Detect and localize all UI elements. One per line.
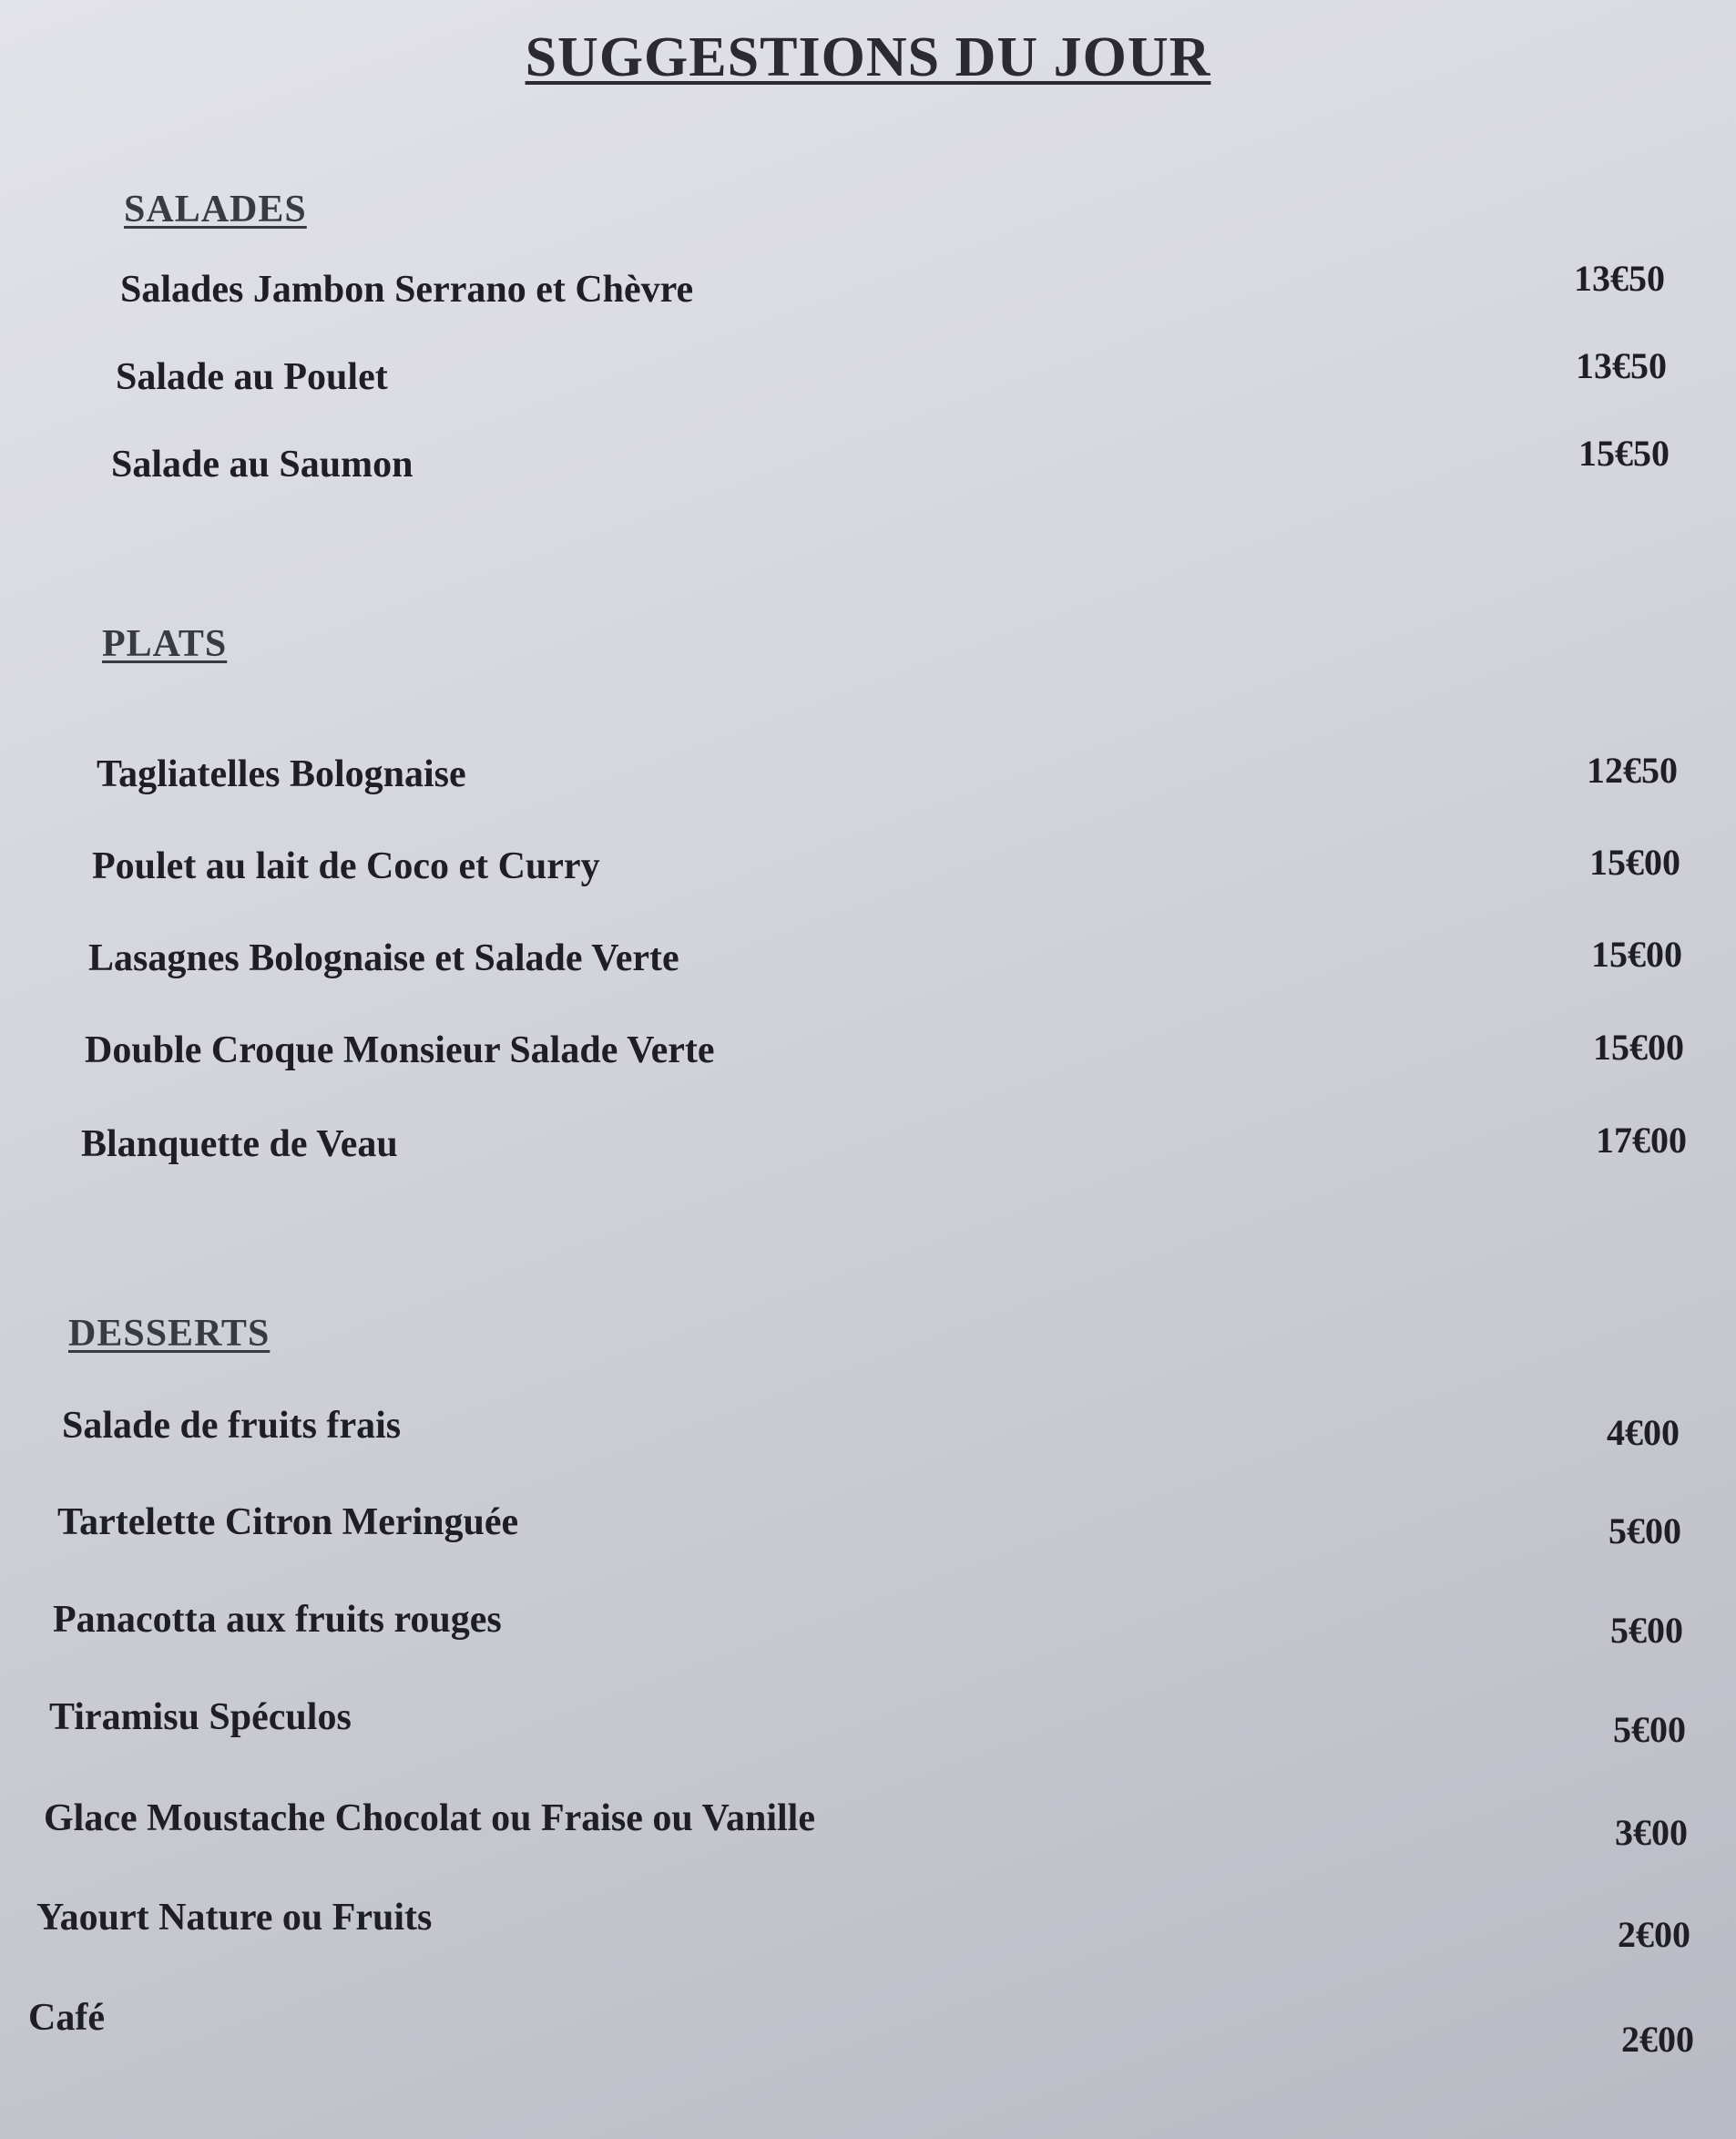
menu-item [0, 936, 1736, 991]
menu-item-price: 15€50 [1578, 433, 1670, 474]
menu-item [0, 1896, 1736, 1955]
menu-item [0, 1404, 1736, 1458]
menu-item-name: Panacotta aux fruits rouges [53, 1599, 502, 1641]
menu-item-price: 5€00 [1610, 1610, 1683, 1651]
menu-item-name: Tiramisu Spéculos [49, 1696, 352, 1738]
menu-item [0, 1500, 1736, 1555]
menu-item [0, 752, 1736, 807]
menu-item-price: 4€00 [1607, 1412, 1680, 1453]
menu-item-name: Salade au Saumon [111, 444, 414, 486]
menu-item [0, 1996, 1736, 2060]
menu-item-name: Salade au Poulet [116, 356, 388, 398]
menu-item-name: Double Croque Monsieur Salade Verte [85, 1029, 715, 1071]
menu-item [0, 844, 1736, 899]
menu-item-price: 5€00 [1613, 1709, 1686, 1750]
menu-item-price: 13€50 [1576, 345, 1667, 386]
menu-item-price: 3€00 [1615, 1812, 1688, 1853]
section-heading-salades: SALADES [124, 189, 307, 230]
menu-item-name: Tartelette Citron Meringuée [57, 1501, 519, 1543]
menu-item-name: Lasagnes Bolognaise et Salade Verte [88, 937, 679, 979]
menu-item-name: Poulet au lait de Coco et Curry [92, 845, 600, 887]
menu-item [0, 258, 1736, 322]
menu-item-name: Blanquette de Veau [81, 1123, 398, 1165]
menu-item [0, 1598, 1736, 1653]
menu-item-name: Salade de fruits frais [62, 1405, 402, 1447]
menu-item-name: Glace Moustache Chocolat ou Fraise ou Vanille [44, 1797, 815, 1839]
menu-title: SUGGESTIONS DU JOUR [525, 26, 1211, 88]
menu-item-name: Café [28, 1997, 105, 2039]
menu-item-price: 13€50 [1574, 258, 1665, 299]
menu-item [0, 1122, 1736, 1177]
menu-item-price: 17€00 [1596, 1120, 1687, 1161]
menu-item-price: 15€00 [1593, 1027, 1684, 1068]
menu-item [0, 433, 1736, 497]
menu-item-price: 5€00 [1608, 1510, 1681, 1551]
menu-item-price: 12€50 [1587, 750, 1678, 791]
menu-item [0, 1695, 1736, 1750]
menu-item-name: Yaourt Nature ou Fruits [36, 1897, 433, 1939]
menu-item-price: 2€00 [1618, 1914, 1690, 1955]
section-heading-desserts: DESSERTS [68, 1313, 271, 1355]
menu-item [0, 345, 1736, 410]
menu-item-price: 15€00 [1591, 934, 1682, 975]
menu-item-name: Salades Jambon Serrano et Chèvre [120, 269, 694, 311]
section-heading-plats: PLATS [102, 623, 228, 665]
menu-item [0, 1029, 1736, 1083]
menu-item-price: 2€00 [1621, 2019, 1694, 2060]
menu-item [0, 1796, 1736, 1851]
menu-item-price: 15€00 [1589, 842, 1680, 883]
menu-item-name: Tagliatelles Bolognaise [97, 753, 466, 795]
